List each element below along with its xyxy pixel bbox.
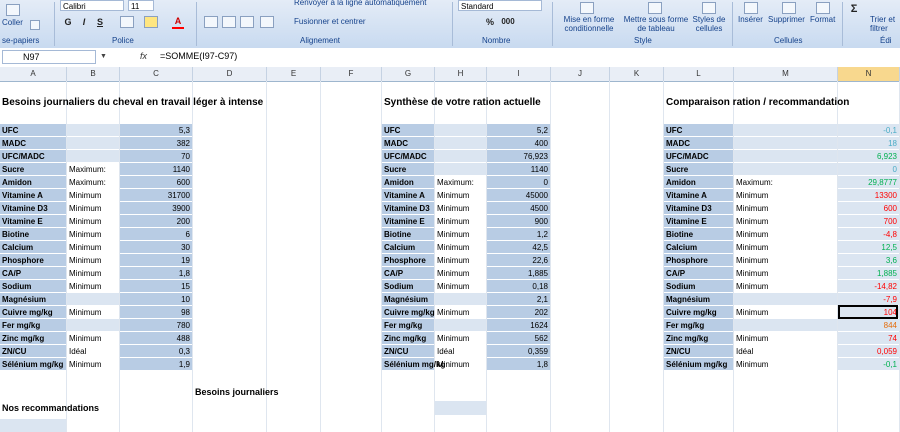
column-header-d[interactable]: D [193,67,267,81]
row-value[interactable]: -14,82 [874,282,897,291]
row-value[interactable]: 0,059 [876,347,897,356]
row-label[interactable]: Vitamine A [384,191,425,200]
row-label[interactable]: UFC/MADC [666,152,709,161]
row-condition[interactable]: Minimum [69,191,102,200]
cell-shade [67,150,119,162]
section3-title: Comparaison ration / recommandation [666,97,850,108]
editing-group-label: Édi [880,36,892,45]
delete-cells-icon[interactable] [782,2,796,14]
row-condition[interactable]: Minimum [437,243,470,252]
row-value[interactable]: 18 [888,139,897,148]
cell-shade [734,319,837,331]
font-size-select[interactable]: 11 [128,0,154,11]
grid-line [609,81,610,432]
row-label[interactable]: Vitamine E [2,217,43,226]
row-label[interactable]: Calcium [2,243,34,252]
row-value[interactable]: 70 [181,152,190,161]
row-condition[interactable]: Maximum: [736,178,773,187]
row-condition[interactable]: Minimum [437,308,470,317]
row-condition[interactable] [435,293,437,306]
cell-shade [435,163,486,175]
row-value[interactable]: 1,2 [536,230,548,239]
row-label[interactable]: Vitamine E [384,217,425,226]
row-value[interactable]: 0 [892,165,897,174]
formula-input[interactable]: =SOMME(I97-C97) [160,51,238,61]
number-group-label: Nombre [482,36,511,45]
chevron-down-icon[interactable]: ▼ [100,53,107,60]
row-label[interactable]: CA/P [666,269,686,278]
selected-cell[interactable] [838,305,898,319]
row-condition[interactable] [67,124,69,137]
row-condition[interactable]: Idéal [69,347,87,356]
clipboard-group-label: se-papiers [2,36,40,45]
row-value[interactable]: -7,9 [883,295,897,304]
sort-filter-button[interactable]: Trier et filtrer [870,15,896,33]
row-label[interactable]: Cuivre mg/kg [384,308,435,317]
column-header-l[interactable]: L [664,67,734,81]
row-value[interactable]: 0,3 [178,347,190,356]
insert-button[interactable]: Insérer [738,15,763,24]
row-label[interactable]: UFC/MADC [384,152,427,161]
column-header-j[interactable]: J [551,67,610,81]
row-value[interactable]: 600 [883,204,897,213]
row-condition[interactable]: Minimum [736,308,769,317]
row-condition[interactable]: Idéal [437,347,455,356]
row-value[interactable]: 76,923 [523,152,548,161]
row-label[interactable]: Biotine [666,230,694,239]
row-condition[interactable]: Minimum [736,334,769,343]
row-value[interactable]: 13300 [874,191,897,200]
row-label[interactable]: Calcium [384,243,416,252]
row-condition[interactable]: Minimum [736,191,769,200]
row-condition[interactable] [734,124,736,137]
row-value[interactable]: 31700 [167,191,190,200]
cells-group-label: Cellules [774,36,803,45]
row-label[interactable]: UFC [666,126,683,135]
format-table-icon[interactable] [648,2,662,14]
row-condition[interactable]: Minimum [736,243,769,252]
row-condition[interactable] [67,319,69,332]
row-value[interactable]: 0 [543,178,548,187]
row-condition[interactable]: Minimum [437,269,470,278]
row-condition[interactable] [67,137,69,150]
row-condition[interactable]: Minimum [736,230,769,239]
conditional-format-icon[interactable] [580,2,594,14]
insert-function-button[interactable]: fx [140,51,148,61]
row-condition[interactable] [734,150,736,163]
row-value[interactable]: 844 [883,321,897,330]
style-group-label: Style [634,36,652,45]
spreadsheet-grid[interactable] [0,81,900,432]
sum-icon[interactable]: Σ [850,3,858,15]
row-value[interactable]: 6,923 [876,152,897,161]
row-value[interactable]: 780 [176,321,190,330]
align-center-icon[interactable] [222,16,236,28]
row-condition[interactable]: Maximum: [69,178,106,187]
row-condition[interactable] [67,150,69,163]
cell-shade [435,150,486,162]
row-value[interactable]: 5,3 [178,126,190,135]
row-value[interactable]: 22,6 [532,256,548,265]
row-label[interactable]: UFC/MADC [2,152,45,161]
row-label[interactable]: Biotine [384,230,412,239]
row-label[interactable]: Fer mg/kg [666,321,705,330]
recommandations-label: Nos recommandations [2,403,100,413]
delete-button[interactable]: Supprimer [768,15,805,24]
row-value[interactable]: 74 [888,334,897,343]
row-condition[interactable]: Minimum [69,269,102,278]
row-condition[interactable]: Minimum [69,360,102,369]
row-label[interactable]: CA/P [384,269,404,278]
row-condition[interactable] [435,124,437,137]
row-condition[interactable]: Maximum: [69,165,106,174]
row-value[interactable]: 6 [185,230,190,239]
row-value[interactable]: 0,359 [527,347,548,356]
row-value[interactable]: 562 [534,334,548,343]
besoins-label: Besoins journaliers [195,387,279,397]
row-condition[interactable] [435,137,437,150]
row-condition[interactable] [734,293,736,306]
alignment-group-label: Alignement [300,36,341,45]
grid-line [266,81,267,432]
indent-icon[interactable] [260,16,274,28]
row-condition[interactable]: Minimum [437,334,470,343]
column-header-m[interactable]: M [734,67,838,81]
row-label[interactable]: UFC [2,126,19,135]
row-value[interactable]: -0,1 [883,360,897,369]
row-value[interactable]: -0,1 [883,126,897,135]
row-condition[interactable]: Minimum [69,230,102,239]
row-condition[interactable]: Minimum [437,217,470,226]
row-condition[interactable]: Idéal [736,347,754,356]
row-label[interactable]: Cuivre mg/kg [666,308,717,317]
column-header-n[interactable]: N [838,67,900,81]
section2-title: Synthèse de votre ration actuelle [384,97,541,108]
row-condition[interactable]: Minimum [69,308,102,317]
row-value[interactable]: 1624 [530,321,548,330]
row-label[interactable]: Fer mg/kg [384,321,423,330]
row-value[interactable]: -4,8 [883,230,897,239]
column-header-c[interactable]: C [120,67,193,81]
italic-button[interactable]: I [82,17,86,27]
row-label[interactable]: Phosphore [666,256,708,265]
font-name-select[interactable]: Calibri [60,0,124,11]
fill-color-icon[interactable] [144,16,158,28]
cell-shade [734,137,837,149]
font-color-button[interactable]: A [172,15,184,29]
row-label[interactable]: Amidon [384,178,414,187]
column-header-h[interactable]: H [435,67,487,81]
row-value[interactable]: 19 [181,256,190,265]
cell-shade [734,293,837,305]
row-value[interactable]: 382 [176,139,190,148]
row-value[interactable]: 1140 [530,165,548,174]
font-group-label: Police [112,36,134,45]
number-format-select[interactable]: Standard [458,0,542,11]
cell-shade [734,163,837,175]
row-label[interactable]: Biotine [2,230,30,239]
section1-title: Besoins journaliers du cheval en travail léger à intense [2,97,264,108]
row-label[interactable]: Vitamine D3 [384,204,430,213]
column-header-b[interactable]: B [67,67,120,81]
cell-shade [435,293,486,305]
conditional-format-button[interactable]: Mise en forme conditionnelle [563,15,615,33]
thousands-button[interactable]: 000 [501,17,515,26]
row-value[interactable]: 45000 [525,191,548,200]
row-label[interactable]: Sucre [2,165,25,174]
row-value[interactable]: 4500 [530,204,548,213]
row-condition[interactable]: Minimum [69,256,102,265]
row-label[interactable]: Vitamine E [666,217,707,226]
row-condition[interactable] [435,319,437,332]
row-label[interactable]: Zinc mg/kg [2,334,45,343]
cell-shade [435,124,486,136]
row-value[interactable]: 3900 [172,204,190,213]
formula-bar [0,48,900,68]
row-condition[interactable]: Minimum [736,217,769,226]
row-value[interactable]: 200 [176,217,190,226]
row-label[interactable]: Sodium [2,282,32,291]
row-value[interactable]: 900 [534,217,548,226]
paste-button[interactable]: Coller [2,18,23,27]
cell-shade [435,401,486,415]
column-header-k[interactable]: K [610,67,664,81]
row-value[interactable]: 1,8 [178,269,190,278]
row-label[interactable]: Vitamine A [666,191,707,200]
cell-styles-button[interactable]: Styles de cellules [692,15,726,33]
row-value[interactable]: 488 [176,334,190,343]
row-condition[interactable]: Minimum [69,204,102,213]
row-condition[interactable]: Minimum [437,204,470,213]
row-label[interactable]: Zinc mg/kg [666,334,709,343]
cell-shade [67,124,119,136]
row-condition[interactable]: Minimum [437,256,470,265]
row-condition[interactable]: Minimum [69,217,102,226]
row-condition[interactable]: Maximum: [437,178,474,187]
row-label[interactable]: Vitamine D3 [666,204,712,213]
row-condition[interactable]: Minimum [736,360,769,369]
row-condition[interactable] [734,319,736,332]
row-label[interactable]: Vitamine A [2,191,43,200]
row-value[interactable]: 1,885 [876,269,897,278]
row-label[interactable]: Sucre [384,165,407,174]
cell-shade [0,419,66,432]
row-condition[interactable] [67,293,69,306]
align-right-icon[interactable] [240,16,254,28]
paste-icon[interactable] [6,4,20,16]
row-value[interactable]: 2,1 [536,295,548,304]
row-condition[interactable] [435,150,437,163]
row-label[interactable]: Amidon [2,178,32,187]
row-label[interactable]: Magnésium [2,295,47,304]
row-label[interactable]: ZN/CU [384,347,409,356]
row-label[interactable]: MADC [666,139,690,148]
row-condition[interactable] [734,137,736,150]
row-value[interactable]: 3,6 [885,256,897,265]
cell-shade [67,319,119,331]
row-value[interactable]: 15 [181,282,190,291]
bold-button[interactable]: G [64,17,72,27]
row-label[interactable]: Magnésium [384,295,429,304]
cell-styles-icon[interactable] [702,2,716,14]
row-label[interactable]: ZN/CU [666,347,691,356]
row-condition[interactable] [435,163,437,176]
borders-icon[interactable] [120,16,134,28]
row-label[interactable]: Sodium [384,282,414,291]
row-condition[interactable]: Minimum [69,334,102,343]
row-label[interactable]: Vitamine D3 [2,204,48,213]
row-label[interactable]: CA/P [2,269,22,278]
column-header-e[interactable]: E [267,67,321,81]
row-value[interactable]: 400 [534,139,548,148]
row-condition[interactable]: Minimum [736,204,769,213]
row-label[interactable]: Sélénium mg/kg [666,360,728,369]
format-painter-icon[interactable] [30,20,40,30]
cell-shade [67,293,119,305]
row-value[interactable]: 1,9 [178,360,190,369]
row-condition[interactable]: Minimum [437,360,470,369]
row-label[interactable]: Fer mg/kg [2,321,41,330]
percent-button[interactable]: % [485,17,494,27]
ribbon [0,0,900,49]
cell-shade [734,150,837,162]
column-header-a[interactable]: A [0,67,67,81]
row-condition[interactable]: Minimum [736,256,769,265]
row-label[interactable]: Sélénium mg/kg [2,360,64,369]
row-value[interactable]: 29,8777 [868,178,897,187]
row-label[interactable]: Phosphore [2,256,44,265]
row-value[interactable]: 5,2 [536,126,548,135]
row-value[interactable]: 42,5 [532,243,548,252]
merge-center-button[interactable]: Fusionner et centrer [294,17,366,26]
row-value[interactable]: 1,8 [536,360,548,369]
row-condition[interactable]: Minimum [736,269,769,278]
row-condition[interactable] [734,163,736,176]
grid-line [320,81,321,432]
name-box[interactable]: N97 [2,50,96,64]
row-label[interactable]: Amidon [666,178,696,187]
row-value[interactable]: 10 [181,295,190,304]
cell-shade [67,137,119,149]
row-label[interactable]: Phosphore [384,256,426,265]
cell-shade [435,319,486,331]
row-condition[interactable]: Minimum [437,230,470,239]
row-value[interactable]: 30 [181,243,190,252]
row-label[interactable]: Magnésium [666,295,711,304]
underline-button[interactable]: S [96,17,103,27]
format-cells-icon[interactable] [816,2,830,14]
column-headers [0,67,900,82]
row-label[interactable]: Sodium [666,282,696,291]
row-label[interactable]: UFC [384,126,401,135]
row-label[interactable]: Sucre [666,165,689,174]
row-value[interactable]: 600 [176,178,190,187]
align-left-icon[interactable] [204,16,218,28]
row-condition[interactable]: Minimum [437,191,470,200]
column-header-f[interactable]: F [321,67,382,81]
insert-cells-icon[interactable] [744,2,758,14]
cell-shade [734,124,837,136]
cell-shade [435,137,486,149]
row-condition[interactable]: Minimum [69,282,102,291]
row-label[interactable]: Calcium [666,243,698,252]
wrap-text-button[interactable]: Renvoyer à la ligne automatiquement [294,0,427,7]
column-header-g[interactable]: G [382,67,435,81]
row-value[interactable]: 12,5 [881,243,897,252]
format-button[interactable]: Format [810,15,836,24]
row-label[interactable]: Sélénium mg/kg [384,360,446,369]
row-value[interactable]: 0,18 [532,282,548,291]
row-label[interactable]: MADC [384,139,408,148]
row-condition[interactable]: Minimum [69,243,102,252]
column-header-i[interactable]: I [487,67,551,81]
row-label[interactable]: ZN/CU [2,347,27,356]
row-value[interactable]: 202 [534,308,548,317]
row-condition[interactable]: Minimum [437,282,470,291]
row-value[interactable]: 1140 [172,165,190,174]
row-value[interactable]: 700 [883,217,897,226]
row-value[interactable]: 104 [883,308,897,317]
row-label[interactable]: MADC [2,139,26,148]
row-label[interactable]: Zinc mg/kg [384,334,427,343]
row-value[interactable]: 98 [181,308,190,317]
row-condition[interactable]: Minimum [736,282,769,291]
row-label[interactable]: Cuivre mg/kg [2,308,53,317]
row-value[interactable]: 1,885 [527,269,548,278]
format-table-button[interactable]: Mettre sous forme de tableau [623,15,689,33]
